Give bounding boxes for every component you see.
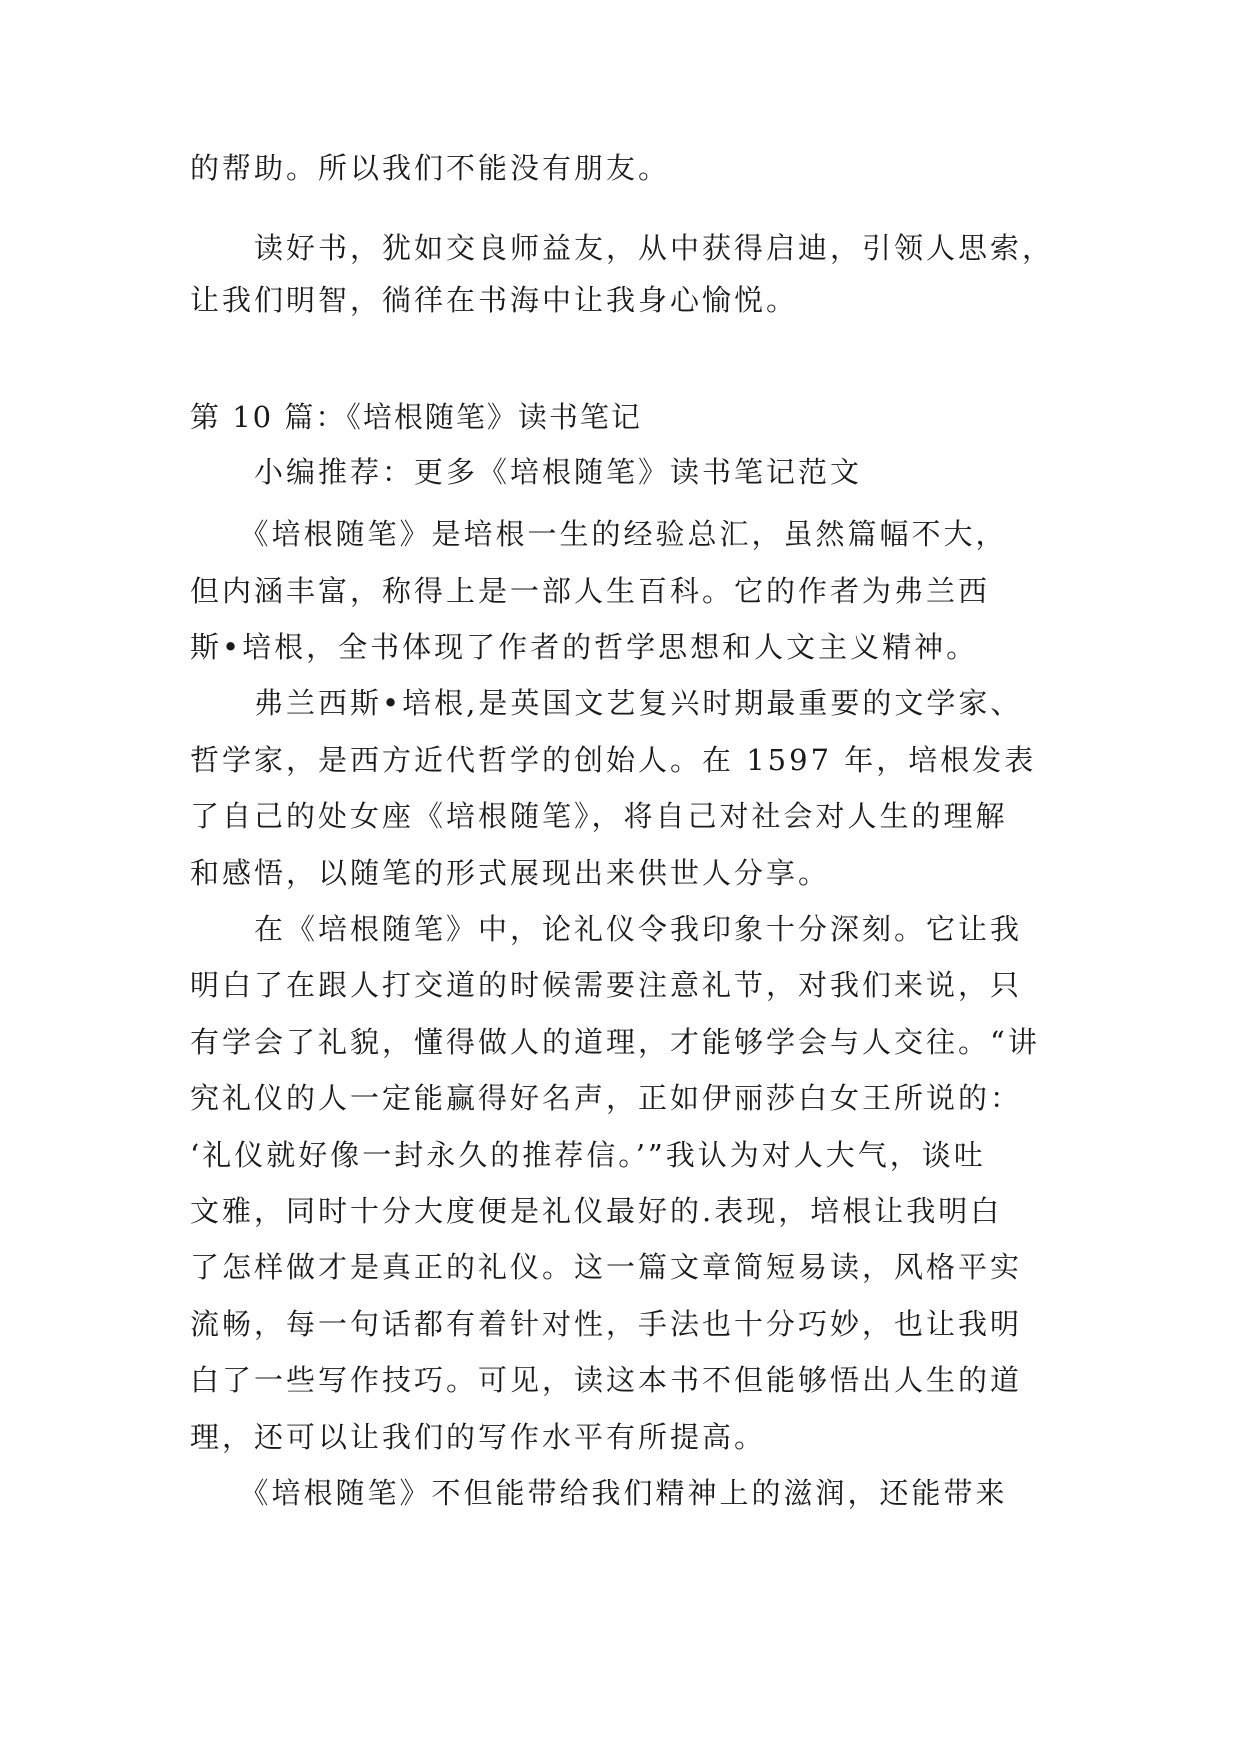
paragraph-line: 理，还可以让我们的写作水平有所提高。 (190, 1420, 767, 1454)
paragraph-line: 明白了在跟人打交道的时候需要注意礼节，对我们来说，只 (190, 968, 1023, 1002)
paragraph-line: 但内涵丰富，称得上是一部人生百科。它的作者为弗兰西 (190, 574, 991, 608)
paragraph-line: 究礼仪的人一定能赢得好名声，正如伊丽莎白女王所说的： (190, 1081, 1023, 1115)
paragraph-line: ‘礼仪就好像一封永久的推荐信。’”我认为对人大气，谈吐 (190, 1138, 986, 1172)
paragraph-line: 弗兰西斯•培根,是英国文艺复兴时期最重要的文学家、 (190, 686, 1023, 720)
paragraph-line: 斯•培根，全书体现了作者的哲学思想和人文主义精神。 (190, 630, 979, 664)
paragraph-line: 的帮助。所以我们不能没有朋友。 (190, 151, 671, 185)
paragraph-line: 和感悟，以随笔的形式展现出来供世人分享。 (190, 856, 831, 890)
paragraph-line: 《培根随笔》是培根一生的经验总汇，虽然篇幅不大， (190, 517, 1008, 551)
section-heading: 第 10 篇：《培根随笔》读书笔记 (190, 400, 642, 434)
paragraph-line: 流畅，每一句话都有着针对性，手法也十分巧妙，也让我明 (190, 1307, 1023, 1341)
paragraph-line: 让我们明智，徜徉在书海中让我身心愉悦。 (190, 283, 799, 317)
recommendation-line: 小编推荐：更多《培根随笔》读书笔记范文 (190, 455, 863, 489)
paragraph-line: 了自己的处女座《培根随笔》，将自己对社会对人生的理解 (190, 799, 1008, 833)
paragraph-line: 读好书，犹如交良师益友，从中获得启迪，引领人思索， (190, 231, 1055, 265)
paragraph-line: 文雅，同时十分大度便是礼仪最好的.表现，培根让我明白 (190, 1194, 1003, 1228)
paragraph-line: 了怎样做才是真正的礼仪。这一篇文章简短易读，风格平实 (190, 1250, 1023, 1284)
paragraph-line: 《培根随笔》不但能带给我们精神上的滋润，还能带来 (190, 1476, 1008, 1510)
paragraph-line: 在《培根随笔》中，论礼仪令我印象十分深刻。它让我 (190, 912, 1023, 946)
paragraph-line: 有学会了礼貌，懂得做人的道理，才能够学会与人交往。“讲 (190, 1025, 1040, 1059)
paragraph-line: 哲学家，是西方近代哲学的创始人。在 1597 年，培根发表 (190, 743, 1037, 777)
paragraph-line: 白了一些写作技巧。可见，读这本书不但能够悟出人生的道 (190, 1363, 1023, 1397)
